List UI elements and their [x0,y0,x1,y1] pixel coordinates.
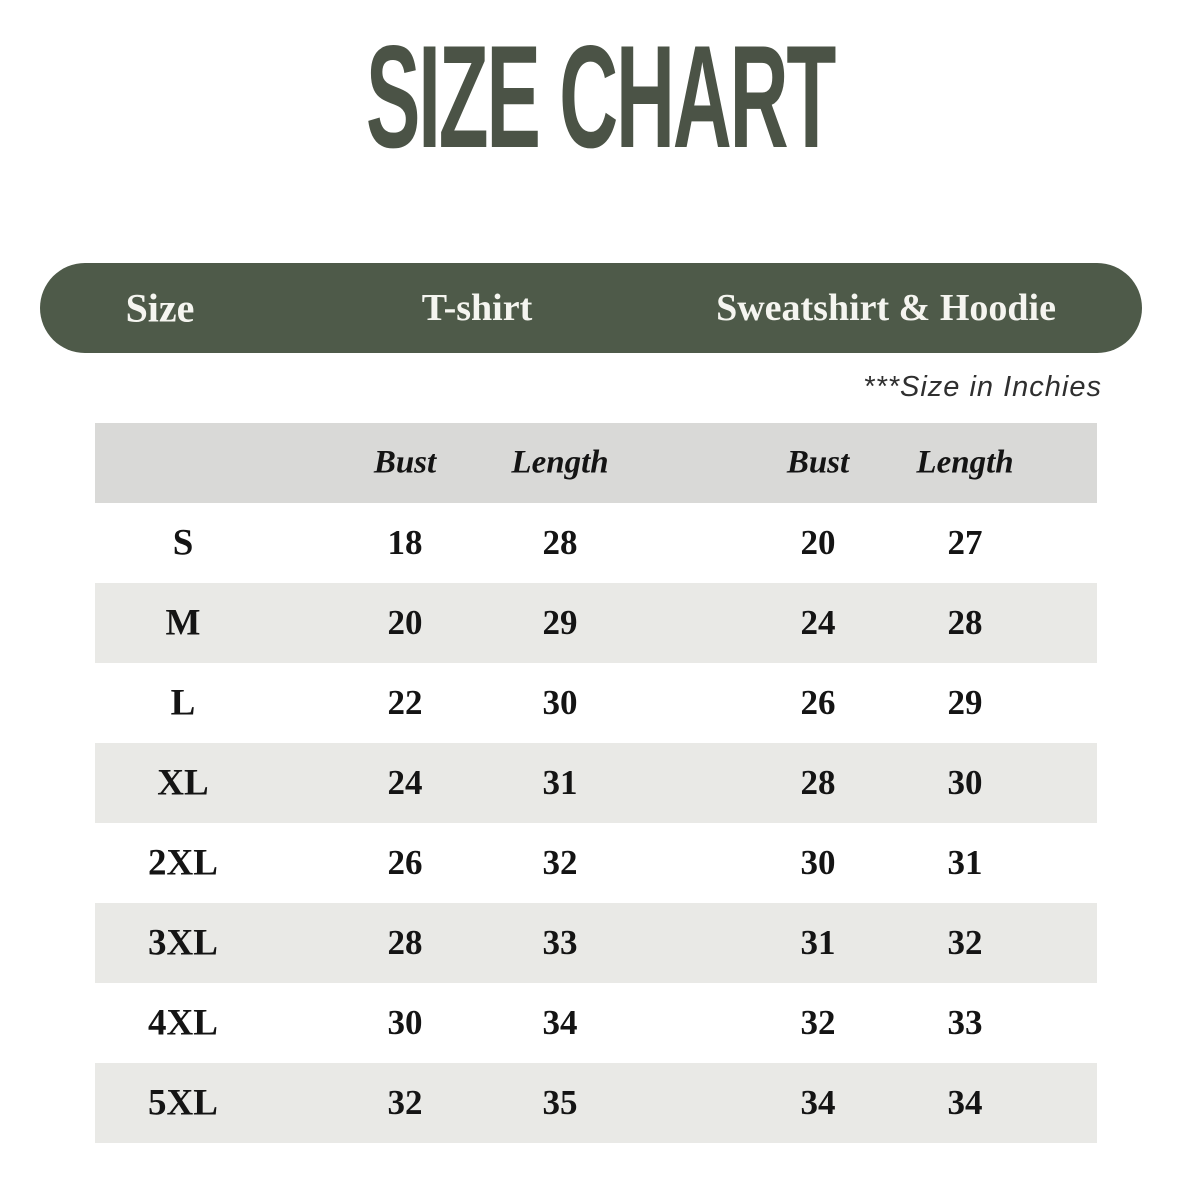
table-row-s [95,503,1097,583]
size-label: XL [157,762,209,804]
header-tshirt-label: T-shirt [421,287,533,329]
tshirt-length-value: 29 [542,603,578,642]
sweatshirt-length-value: 30 [947,763,983,802]
sweatshirt-bust-value: 30 [800,843,836,882]
sweatshirt-length-value: 28 [947,603,983,642]
size-label: 2XL [148,842,218,884]
table-row-5xl [95,1063,1097,1143]
size-label: 3XL [148,922,218,964]
sweatshirt-bust-value: 26 [800,683,836,722]
subheader-tshirt-length: Length [511,444,609,481]
sweatshirt-length-value: 32 [947,923,983,962]
tshirt-length-value: 28 [542,523,578,562]
tshirt-length-value: 33 [542,923,578,962]
subheader-row [95,423,1097,503]
size-label: M [165,602,201,644]
tshirt-bust-value: 32 [387,1083,423,1122]
subheader-tshirt-bust: Bust [373,444,437,481]
table-row-2xl [95,823,1097,903]
tshirt-length-value: 35 [542,1083,578,1122]
size-label: L [170,682,196,724]
header-pill [40,263,1142,353]
tshirt-length-value: 32 [542,843,578,882]
page-title-wrap [0,15,1200,178]
size-label: 4XL [148,1002,218,1044]
sweatshirt-bust-value: 34 [800,1083,836,1122]
tshirt-bust-value: 22 [387,683,423,722]
tshirt-bust-value: 28 [387,923,423,962]
sweatshirt-length-value: 33 [947,1003,983,1042]
tshirt-bust-value: 20 [387,603,423,642]
table-row-3xl [95,903,1097,983]
page-title: SIZE CHART [365,15,835,178]
sweatshirt-length-value: 31 [947,843,983,882]
size-label: 5XL [148,1082,218,1124]
table-row-m [95,583,1097,663]
sweatshirt-length-value: 27 [947,523,983,562]
table-row-l [95,663,1097,743]
sweatshirt-bust-value: 20 [800,523,836,562]
subheader-sweatshirt-bust: Bust [786,444,850,481]
tshirt-length-value: 34 [542,1003,578,1042]
header-sweatshirt-hoodie-label: Sweatshirt & Hoodie [716,287,1056,329]
tshirt-length-value: 30 [542,683,578,722]
size-table [95,423,1097,1143]
table-row-xl [95,743,1097,823]
tshirt-bust-value: 18 [387,523,423,562]
sweatshirt-length-value: 29 [947,683,983,722]
sweatshirt-bust-value: 32 [800,1003,836,1042]
table-row-4xl [95,983,1097,1063]
tshirt-length-value: 31 [542,763,578,802]
size-label: S [172,522,194,564]
subheader-sweatshirt-length: Length [916,444,1014,481]
sweatshirt-bust-value: 31 [800,923,836,962]
tshirt-bust-value: 24 [387,763,423,802]
sweatshirt-bust-value: 24 [800,603,836,642]
tshirt-bust-value: 26 [387,843,423,882]
sweatshirt-length-value: 34 [947,1083,983,1122]
units-note: ***Size in Inchies [863,371,1102,403]
header-size-label: Size [125,285,195,331]
sweatshirt-bust-value: 28 [800,763,836,802]
tshirt-bust-value: 30 [387,1003,423,1042]
